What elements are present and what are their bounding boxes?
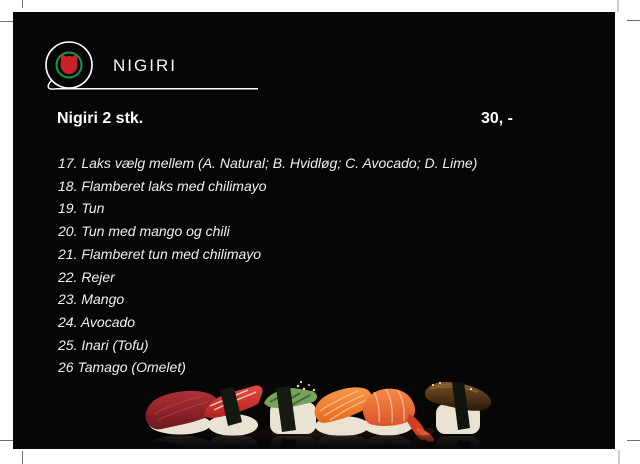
crop-mark-bottom-right-vertical — [618, 450, 620, 464]
menu-item: 23. Mango — [58, 291, 125, 308]
menu-item: 17. Laks vælg mellem (A. Natural; B. Hvidløg; C. Avocado; D. Lime) — [58, 155, 478, 171]
crop-mark-bottom-left-horizontal — [0, 440, 13, 441]
cucumber-nigiri — [264, 381, 317, 434]
section-heading — [57, 110, 513, 128]
crop-mark-top-right-vertical — [617, 0, 619, 12]
menu-item: 19. Tun — [58, 200, 105, 217]
crop-mark-top-right-horizontal — [627, 20, 640, 21]
menu-item: 25. Inari (Tofu) — [58, 336, 149, 353]
cat-icon — [61, 54, 78, 74]
menu-card — [13, 12, 615, 449]
section-price: 30, - — [480, 110, 513, 127]
menu-item: 20. Tun med mango og chili — [58, 223, 230, 240]
crop-mark-bottom-left-vertical — [22, 451, 23, 464]
crab-stick-nigiri — [204, 385, 262, 436]
section-title: Nigiri 2 stk. — [57, 110, 144, 127]
brand-title: NIGIRI — [113, 56, 177, 75]
crop-mark-top-left-horizontal — [0, 21, 13, 22]
menu-item-list — [58, 152, 589, 379]
menu-item: 26 Tamago (Omelet) — [58, 359, 186, 376]
eel-nigiri — [425, 382, 491, 434]
menu-item: 18. Flamberet laks med chilimayo — [58, 177, 267, 194]
crop-mark-bottom-right-horizontal — [627, 440, 640, 441]
crop-mark-top-left-vertical — [22, 0, 23, 8]
nigiri-photo — [130, 376, 500, 448]
menu-item: 24. Avocado — [58, 313, 136, 330]
reflection-fade — [130, 435, 500, 448]
menu-item: 22. Rejer — [58, 268, 115, 285]
menu-item: 21. Flamberet tun med chilimayo — [58, 245, 262, 262]
